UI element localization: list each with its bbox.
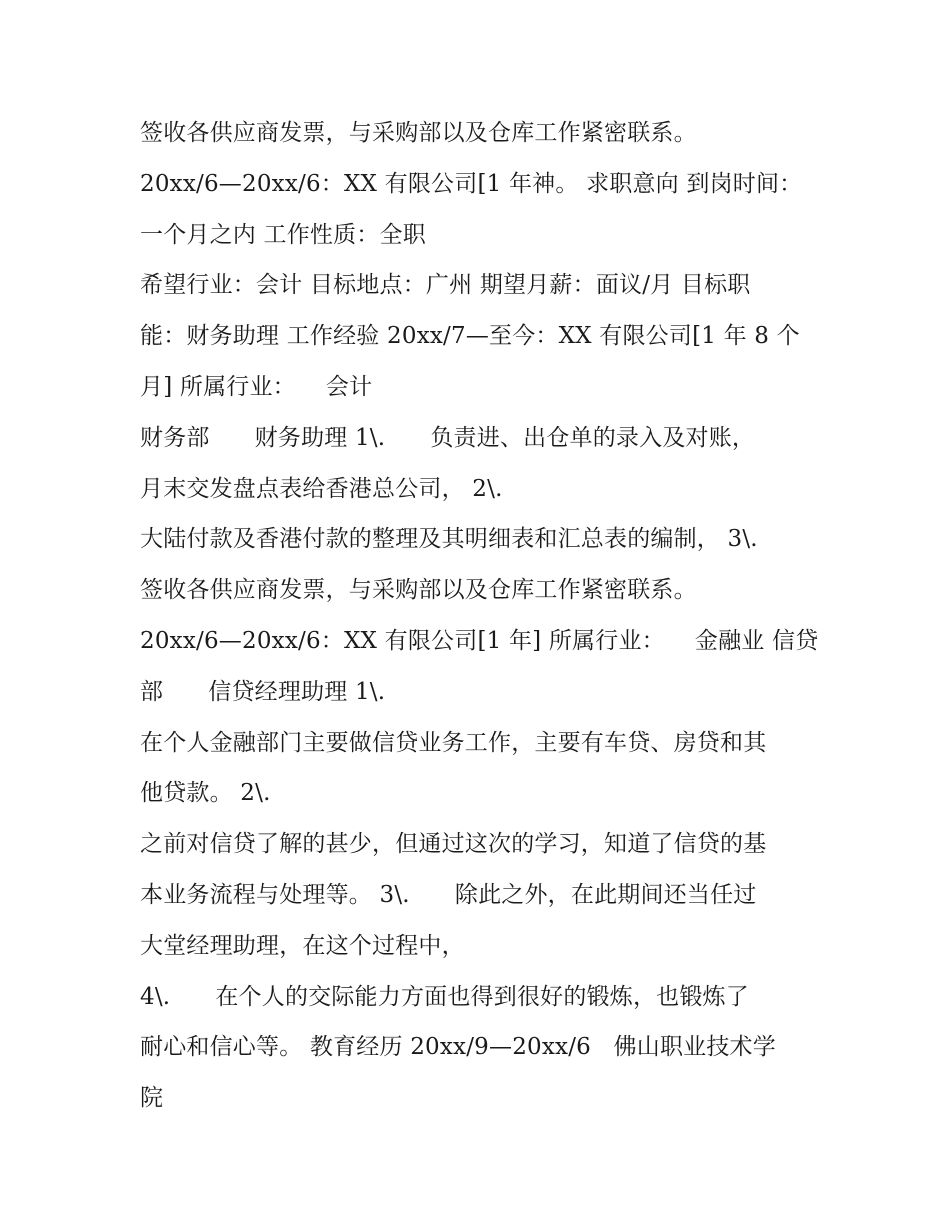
text-line: 4\. 在个人的交际能力方面也得到很好的锻炼，也锻炼了 xyxy=(140,983,749,1010)
text-line: 20xx/6—20xx/6：XX 有限公司[1 年] 所属行业： 金融业 信贷 xyxy=(140,627,819,654)
text-line: 签收各供应商发票，与采购部以及仓库工作紧密联系。 xyxy=(140,120,697,146)
text-line: 大堂经理助理，在这个过程中， xyxy=(140,932,465,959)
text-line: 院 xyxy=(140,1085,164,1112)
text-line: 大陆付款及香港付款的整理及其明细表和汇总表的编制， 3\. xyxy=(140,526,758,553)
text-line: 之前对信贷了解的甚少，但通过这次的学习，知道了信贷的基 xyxy=(140,831,767,858)
text-line: 签收各供应商发票，与采购部以及仓库工作紧密联系。 xyxy=(140,577,697,604)
text-line: 部 信贷经理助理 1\. xyxy=(140,678,386,705)
text-line: 能：财务助理 工作经验 20xx/7—至今：XX 有限公司[1 年 8 个 xyxy=(140,323,800,350)
document-body xyxy=(140,108,830,1124)
text-line: 一个月之内 工作性质：全职 xyxy=(140,221,426,248)
text-line: 耐心和信心等。 教育经历 20xx/9—20xx/6 佛山职业技术学 xyxy=(140,1034,776,1061)
text-line: 本业务流程与处理等。 3\. 除此之外，在此期间还当任过 xyxy=(140,881,757,908)
text-line: 月末交发盘点表给香港总公司， 2\. xyxy=(140,475,503,502)
text-line: 希望行业：会计 目标地点：广州 期望月薪：面议/月 目标职 xyxy=(140,272,751,299)
text-line: 他贷款。 2\. xyxy=(140,780,271,807)
text-line: 月] 所属行业： 会计 xyxy=(140,373,373,400)
text-line: 20xx/6—20xx/6：XX 有限公司[1 年神。 求职意向 到岗时间： xyxy=(140,170,803,197)
text-line: 在个人金融部门主要做信贷业务工作，主要有车贷、房贷和其 xyxy=(140,729,767,756)
text-line: 财务部 财务助理 1\. 负责进、出仓单的录入及对账， xyxy=(140,424,756,451)
